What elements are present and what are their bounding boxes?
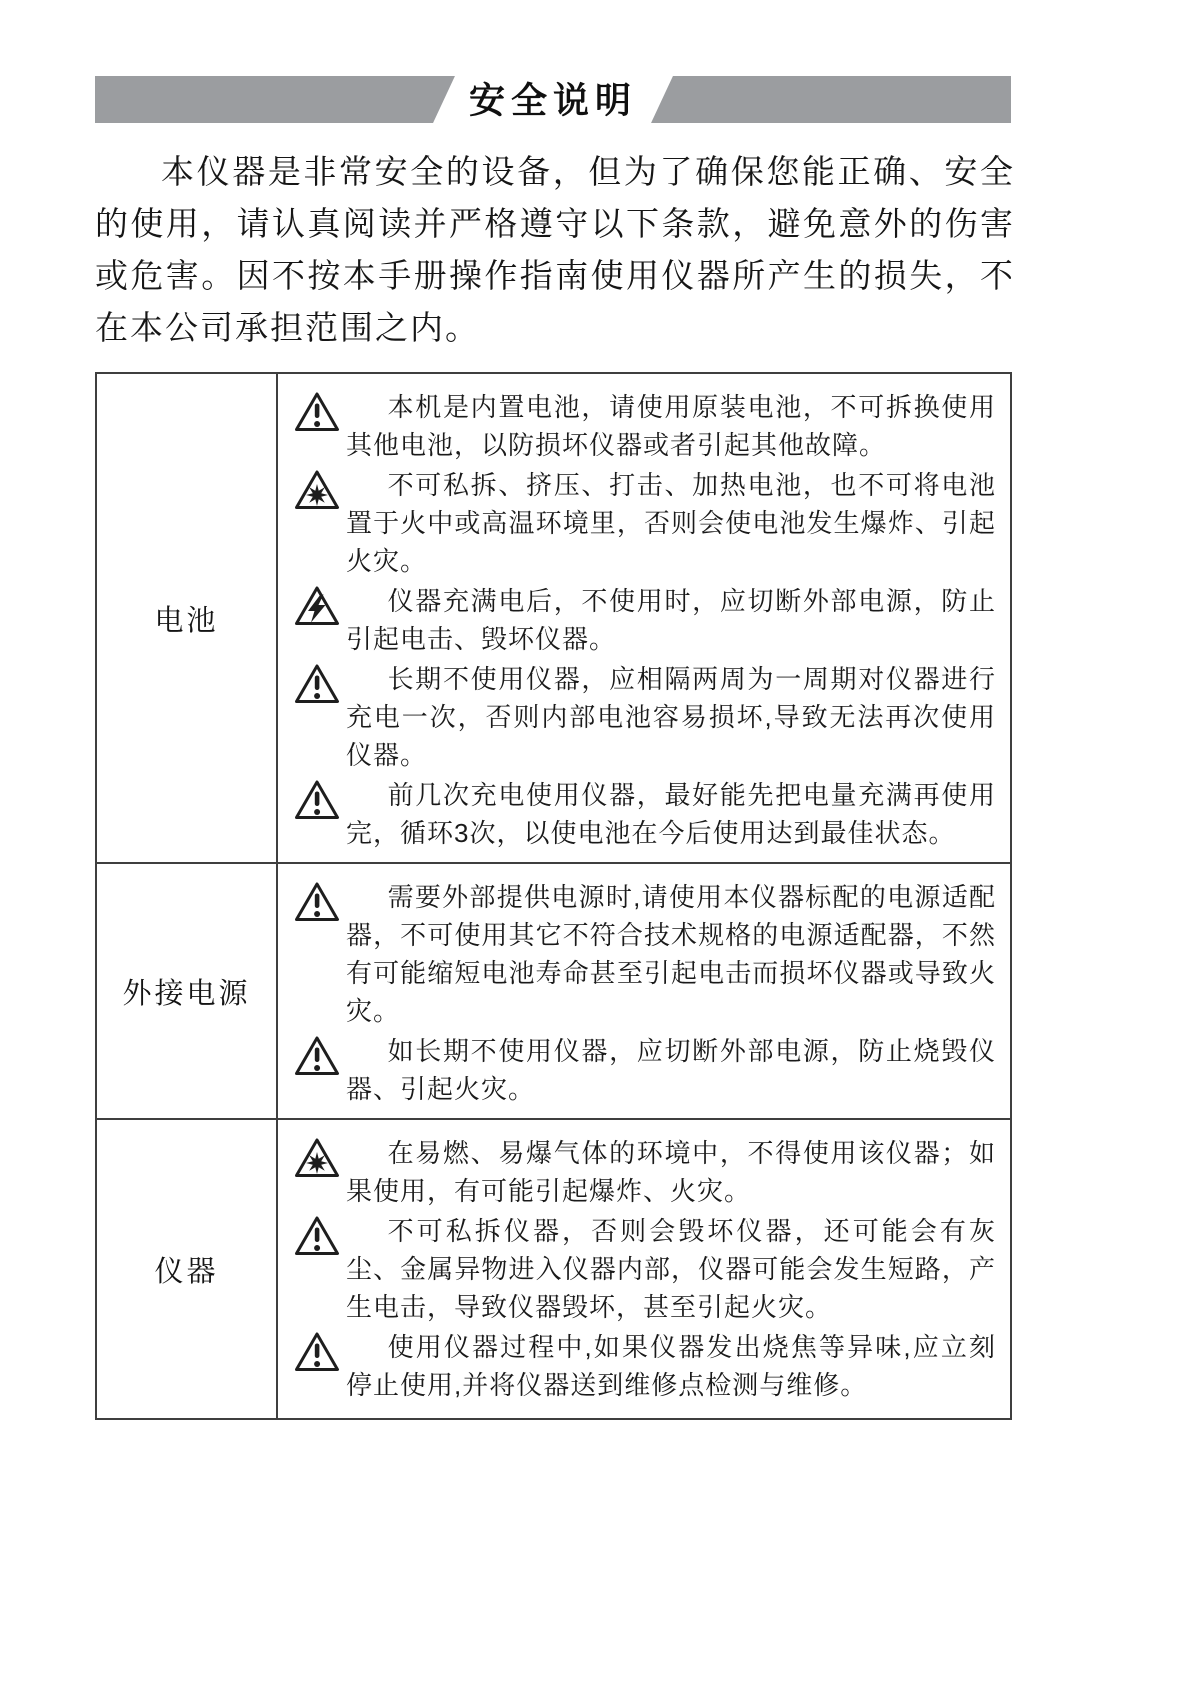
warning-item (278, 1328, 996, 1404)
table-row-external-power (97, 864, 1010, 1120)
category-cell-battery (97, 374, 278, 862)
warning-item (278, 582, 996, 658)
exclamation-triangle-icon (294, 779, 340, 821)
warning-text: 不可私拆、挤压、打击、加热电池，也不可将电池置于火中或高温环境里，否则会使电池发生爆炸、引起火灾。 (346, 470, 996, 576)
warning-text: 仪器充满电后，不使用时，应切断外部电源，防止引起电击、毁坏仪器。 (346, 586, 996, 654)
category-cell-external-power (97, 864, 278, 1118)
warning-item (278, 660, 996, 774)
warning-item (278, 1032, 996, 1108)
lightning-triangle-icon (294, 585, 340, 627)
exclamation-triangle-icon (294, 1331, 340, 1373)
category-label: 仪器 (154, 1255, 219, 1288)
warning-item (278, 1134, 996, 1210)
safety-table (95, 372, 1012, 1420)
warnings-cell-external-power (278, 864, 1010, 1118)
warning-item (278, 388, 996, 464)
category-label: 电池 (154, 604, 219, 637)
table-row-instrument (97, 1120, 1010, 1418)
exclamation-triangle-icon (294, 663, 340, 705)
exclamation-triangle-icon (294, 1035, 340, 1077)
header-banner (95, 76, 1011, 123)
warning-text: 不可私拆仪器，否则会毁坏仪器，还可能会有灰尘、金属异物进入仪器内部，仪器可能会发生短路，产生电击，导致仪器毁坏，甚至引起火灾。 (346, 1216, 996, 1322)
intro-paragraph: 本仪器是非常安全的设备，但为了确保您能正确、安全的使用，请认真阅读并严格遵守以下条款，避免意外的伤害或危害。因不按本手册操作指南使用仪器所产生的损失，不在本公司承担范围之内。 (95, 153, 1015, 346)
warning-text: 本机是内置电池，请使用原装电池，不可拆换使用其他电池，以防损坏仪器或者引起其他故障。 (346, 392, 996, 460)
warning-text: 使用仪器过程中,如果仪器发出烧焦等异味,应立刻停止使用,并将仪器送到维修点检测与维修。 (346, 1332, 996, 1400)
explosion-triangle-icon (294, 1137, 340, 1179)
warning-text: 需要外部提供电源时,请使用本仪器标配的电源适配器，不可使用其它不符合技术规格的电源适配器，不然有可能缩短电池寿命甚至引起电击而损坏仪器或导致火灾。 (346, 882, 996, 1026)
explosion-triangle-icon (294, 469, 340, 511)
exclamation-triangle-icon (294, 391, 340, 433)
exclamation-triangle-icon (294, 881, 340, 923)
warning-text: 如长期不使用仪器，应切断外部电源，防止烧毁仪器、引起火灾。 (346, 1036, 996, 1104)
category-label: 外接电源 (122, 977, 251, 1010)
warning-text: 前几次充电使用仪器，最好能先把电量充满再使用完，循环3次，以使电池在今后使用达到最佳状态。 (346, 780, 996, 848)
warnings-cell-battery (278, 374, 1010, 862)
warning-item (278, 878, 996, 1030)
page-title: 安全说明 (468, 78, 638, 120)
warning-text: 在易燃、易爆气体的环境中，不得使用该仪器；如果使用，有可能引起爆炸、火灾。 (346, 1138, 996, 1206)
warning-item (278, 1212, 996, 1326)
warning-item (278, 466, 996, 580)
exclamation-triangle-icon (294, 1215, 340, 1257)
category-cell-instrument (97, 1120, 278, 1418)
warning-text: 长期不使用仪器，应相隔两周为一周期对仪器进行充电一次，否则内部电池容易损坏,导致无法再次使用仪器。 (346, 664, 996, 770)
table-row-battery (97, 374, 1010, 864)
warning-item (278, 776, 996, 852)
warnings-cell-instrument (278, 1120, 1010, 1418)
